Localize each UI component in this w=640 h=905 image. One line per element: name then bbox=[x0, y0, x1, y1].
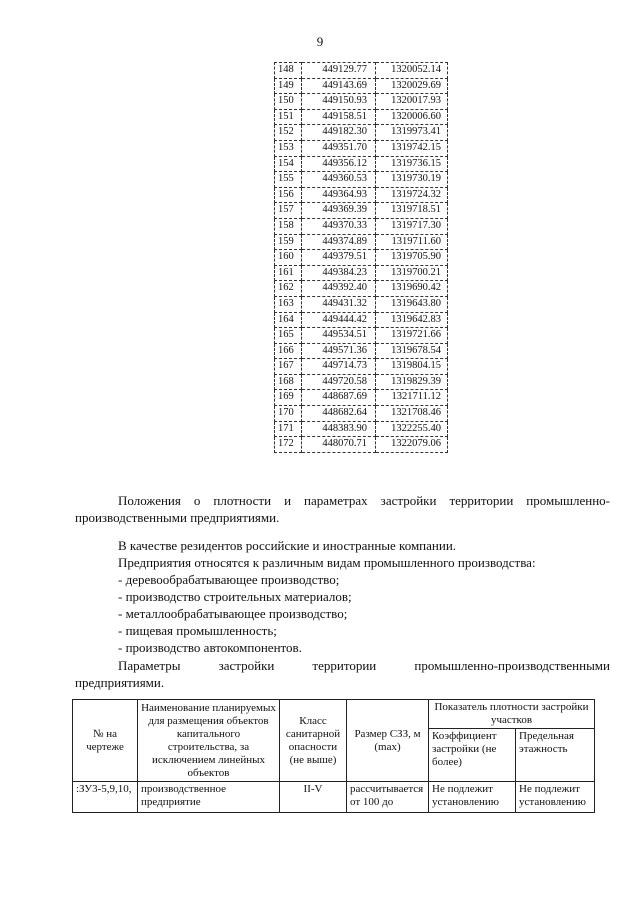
point-number: 152 bbox=[275, 125, 302, 141]
x-coordinate: 449720.58 bbox=[302, 374, 376, 390]
x-coordinate: 449369.39 bbox=[302, 203, 376, 219]
industry-item: - производство строительных материалов; bbox=[118, 589, 352, 604]
coords-row bbox=[275, 218, 448, 234]
x-coordinate: 449370.33 bbox=[302, 218, 376, 234]
x-coordinate: 449444.42 bbox=[302, 312, 376, 328]
row-floors: Не подлежит установлению bbox=[516, 782, 595, 813]
y-coordinate: 1319804.15 bbox=[376, 359, 448, 375]
y-coordinate: 1319690.42 bbox=[376, 281, 448, 297]
coords-row bbox=[275, 328, 448, 344]
point-number: 157 bbox=[275, 203, 302, 219]
row-coefficient: Не подлежит установлению bbox=[429, 782, 516, 813]
y-coordinate: 1319643.80 bbox=[376, 296, 448, 312]
coords-row bbox=[275, 390, 448, 406]
x-coordinate: 449534.51 bbox=[302, 328, 376, 344]
x-coordinate: 449571.36 bbox=[302, 343, 376, 359]
row-hazard-class: II-V bbox=[280, 782, 347, 813]
header-density-group: Показатель плотности застройки участков bbox=[429, 700, 595, 729]
point-number: 151 bbox=[275, 109, 302, 125]
point-number: 168 bbox=[275, 374, 302, 390]
coords-row bbox=[275, 140, 448, 156]
x-coordinate: 449129.77 bbox=[302, 63, 376, 79]
point-number: 156 bbox=[275, 187, 302, 203]
point-number: 172 bbox=[275, 437, 302, 453]
point-number: 171 bbox=[275, 421, 302, 437]
header-floors: Предельная этажность bbox=[516, 729, 595, 782]
parameters-table bbox=[72, 699, 595, 813]
point-number: 149 bbox=[275, 78, 302, 94]
row-number: :ЗУ3-5,9,10, bbox=[73, 782, 138, 813]
y-coordinate: 1319678.54 bbox=[376, 343, 448, 359]
y-coordinate: 1319724.32 bbox=[376, 187, 448, 203]
header-szz-size: Размер СЗЗ, м (max) bbox=[347, 700, 429, 782]
coords-row bbox=[275, 203, 448, 219]
coords-row bbox=[275, 374, 448, 390]
coords-row bbox=[275, 78, 448, 94]
coords-row bbox=[275, 437, 448, 453]
coords-row bbox=[275, 312, 448, 328]
y-coordinate: 1321708.46 bbox=[376, 406, 448, 422]
coords-row bbox=[275, 172, 448, 188]
y-coordinate: 1319705.90 bbox=[376, 250, 448, 266]
coords-row bbox=[275, 109, 448, 125]
x-coordinate: 449143.69 bbox=[302, 78, 376, 94]
point-number: 158 bbox=[275, 218, 302, 234]
x-coordinate: 449360.53 bbox=[302, 172, 376, 188]
row-name: производственное предприятие bbox=[138, 782, 280, 813]
y-coordinate: 1322255.40 bbox=[376, 421, 448, 437]
x-coordinate: 449379.51 bbox=[302, 250, 376, 266]
industries-intro: Предприятия относятся к различным видам промышленного производства: bbox=[118, 555, 536, 570]
coords-row bbox=[275, 156, 448, 172]
y-coordinate: 1319642.83 bbox=[376, 312, 448, 328]
industry-item: - производство автокомпонентов. bbox=[118, 640, 302, 655]
coords-row bbox=[275, 94, 448, 110]
y-coordinate: 1319717.30 bbox=[376, 218, 448, 234]
y-coordinate: 1319973.41 bbox=[376, 125, 448, 141]
x-coordinate: 448682.64 bbox=[302, 406, 376, 422]
coords-row bbox=[275, 343, 448, 359]
x-coordinate: 449384.23 bbox=[302, 265, 376, 281]
params-line-1: Параметры застройки территории промышленно-производственными bbox=[118, 658, 610, 673]
coords-row bbox=[275, 63, 448, 79]
x-coordinate: 449364.93 bbox=[302, 187, 376, 203]
x-coordinate: 448687.69 bbox=[302, 390, 376, 406]
point-number: 165 bbox=[275, 328, 302, 344]
point-number: 169 bbox=[275, 390, 302, 406]
industry-item: - деревообрабатывающее производство; bbox=[118, 572, 340, 587]
coords-row bbox=[275, 187, 448, 203]
x-coordinate: 449392.40 bbox=[302, 281, 376, 297]
point-number: 153 bbox=[275, 140, 302, 156]
row-szz-size: рассчитывается от 100 до bbox=[347, 782, 429, 813]
coords-row bbox=[275, 250, 448, 266]
point-number: 148 bbox=[275, 63, 302, 79]
y-coordinate: 1319742.15 bbox=[376, 140, 448, 156]
y-coordinate: 1320006.60 bbox=[376, 109, 448, 125]
point-number: 155 bbox=[275, 172, 302, 188]
coords-row bbox=[275, 359, 448, 375]
coordinates-table bbox=[274, 62, 448, 453]
x-coordinate: 448383.90 bbox=[302, 421, 376, 437]
coords-row bbox=[275, 265, 448, 281]
y-coordinate: 1320052.14 bbox=[376, 63, 448, 79]
y-coordinate: 1320017.93 bbox=[376, 94, 448, 110]
coords-row bbox=[275, 234, 448, 250]
y-coordinate: 1319700.21 bbox=[376, 265, 448, 281]
point-number: 170 bbox=[275, 406, 302, 422]
y-coordinate: 1319730.19 bbox=[376, 172, 448, 188]
header-coefficient: Коэффициент застройки (не более) bbox=[429, 729, 516, 782]
x-coordinate: 449150.93 bbox=[302, 94, 376, 110]
coords-row bbox=[275, 125, 448, 141]
coords-row bbox=[275, 296, 448, 312]
point-number: 167 bbox=[275, 359, 302, 375]
x-coordinate: 449158.51 bbox=[302, 109, 376, 125]
industry-item: - металлообрабатывающее производство; bbox=[118, 606, 348, 621]
params-line-2: предприятиями. bbox=[75, 675, 165, 690]
point-number: 166 bbox=[275, 343, 302, 359]
y-coordinate: 1319721.66 bbox=[376, 328, 448, 344]
header-number: № на чертеже bbox=[73, 700, 138, 782]
x-coordinate: 449431.32 bbox=[302, 296, 376, 312]
y-coordinate: 1319829.39 bbox=[376, 374, 448, 390]
coords-row bbox=[275, 281, 448, 297]
header-name: Наименование планируемых для размещения объектов капитального строительства, за исключением линейных объектов bbox=[138, 700, 280, 782]
coords-row bbox=[275, 406, 448, 422]
x-coordinate: 449374.89 bbox=[302, 234, 376, 250]
point-number: 161 bbox=[275, 265, 302, 281]
point-number: 159 bbox=[275, 234, 302, 250]
x-coordinate: 449714.73 bbox=[302, 359, 376, 375]
page-number: 9 bbox=[316, 34, 324, 49]
point-number: 150 bbox=[275, 94, 302, 110]
x-coordinate: 449182.30 bbox=[302, 125, 376, 141]
industry-item: - пищевая промышленность; bbox=[118, 623, 277, 638]
point-number: 162 bbox=[275, 281, 302, 297]
y-coordinate: 1319736.15 bbox=[376, 156, 448, 172]
point-number: 164 bbox=[275, 312, 302, 328]
coords-row bbox=[275, 421, 448, 437]
y-coordinate: 1322079.06 bbox=[376, 437, 448, 453]
y-coordinate: 1319711.60 bbox=[376, 234, 448, 250]
y-coordinate: 1319718.51 bbox=[376, 203, 448, 219]
point-number: 160 bbox=[275, 250, 302, 266]
y-coordinate: 1321711.12 bbox=[376, 390, 448, 406]
header-hazard-class: Класс санитарной опасности (не выше) bbox=[280, 700, 347, 782]
x-coordinate: 449356.12 bbox=[302, 156, 376, 172]
residents-paragraph: В качестве резидентов российские и иностранные компании. bbox=[118, 538, 457, 553]
point-number: 154 bbox=[275, 156, 302, 172]
y-coordinate: 1320029.69 bbox=[376, 78, 448, 94]
heading-line-1: Положения о плотности и параметрах застройки территории промышленно- bbox=[118, 493, 610, 508]
x-coordinate: 448070.71 bbox=[302, 437, 376, 453]
heading-line-2: производственными предприятиями. bbox=[75, 510, 280, 525]
x-coordinate: 449351.70 bbox=[302, 140, 376, 156]
point-number: 163 bbox=[275, 296, 302, 312]
